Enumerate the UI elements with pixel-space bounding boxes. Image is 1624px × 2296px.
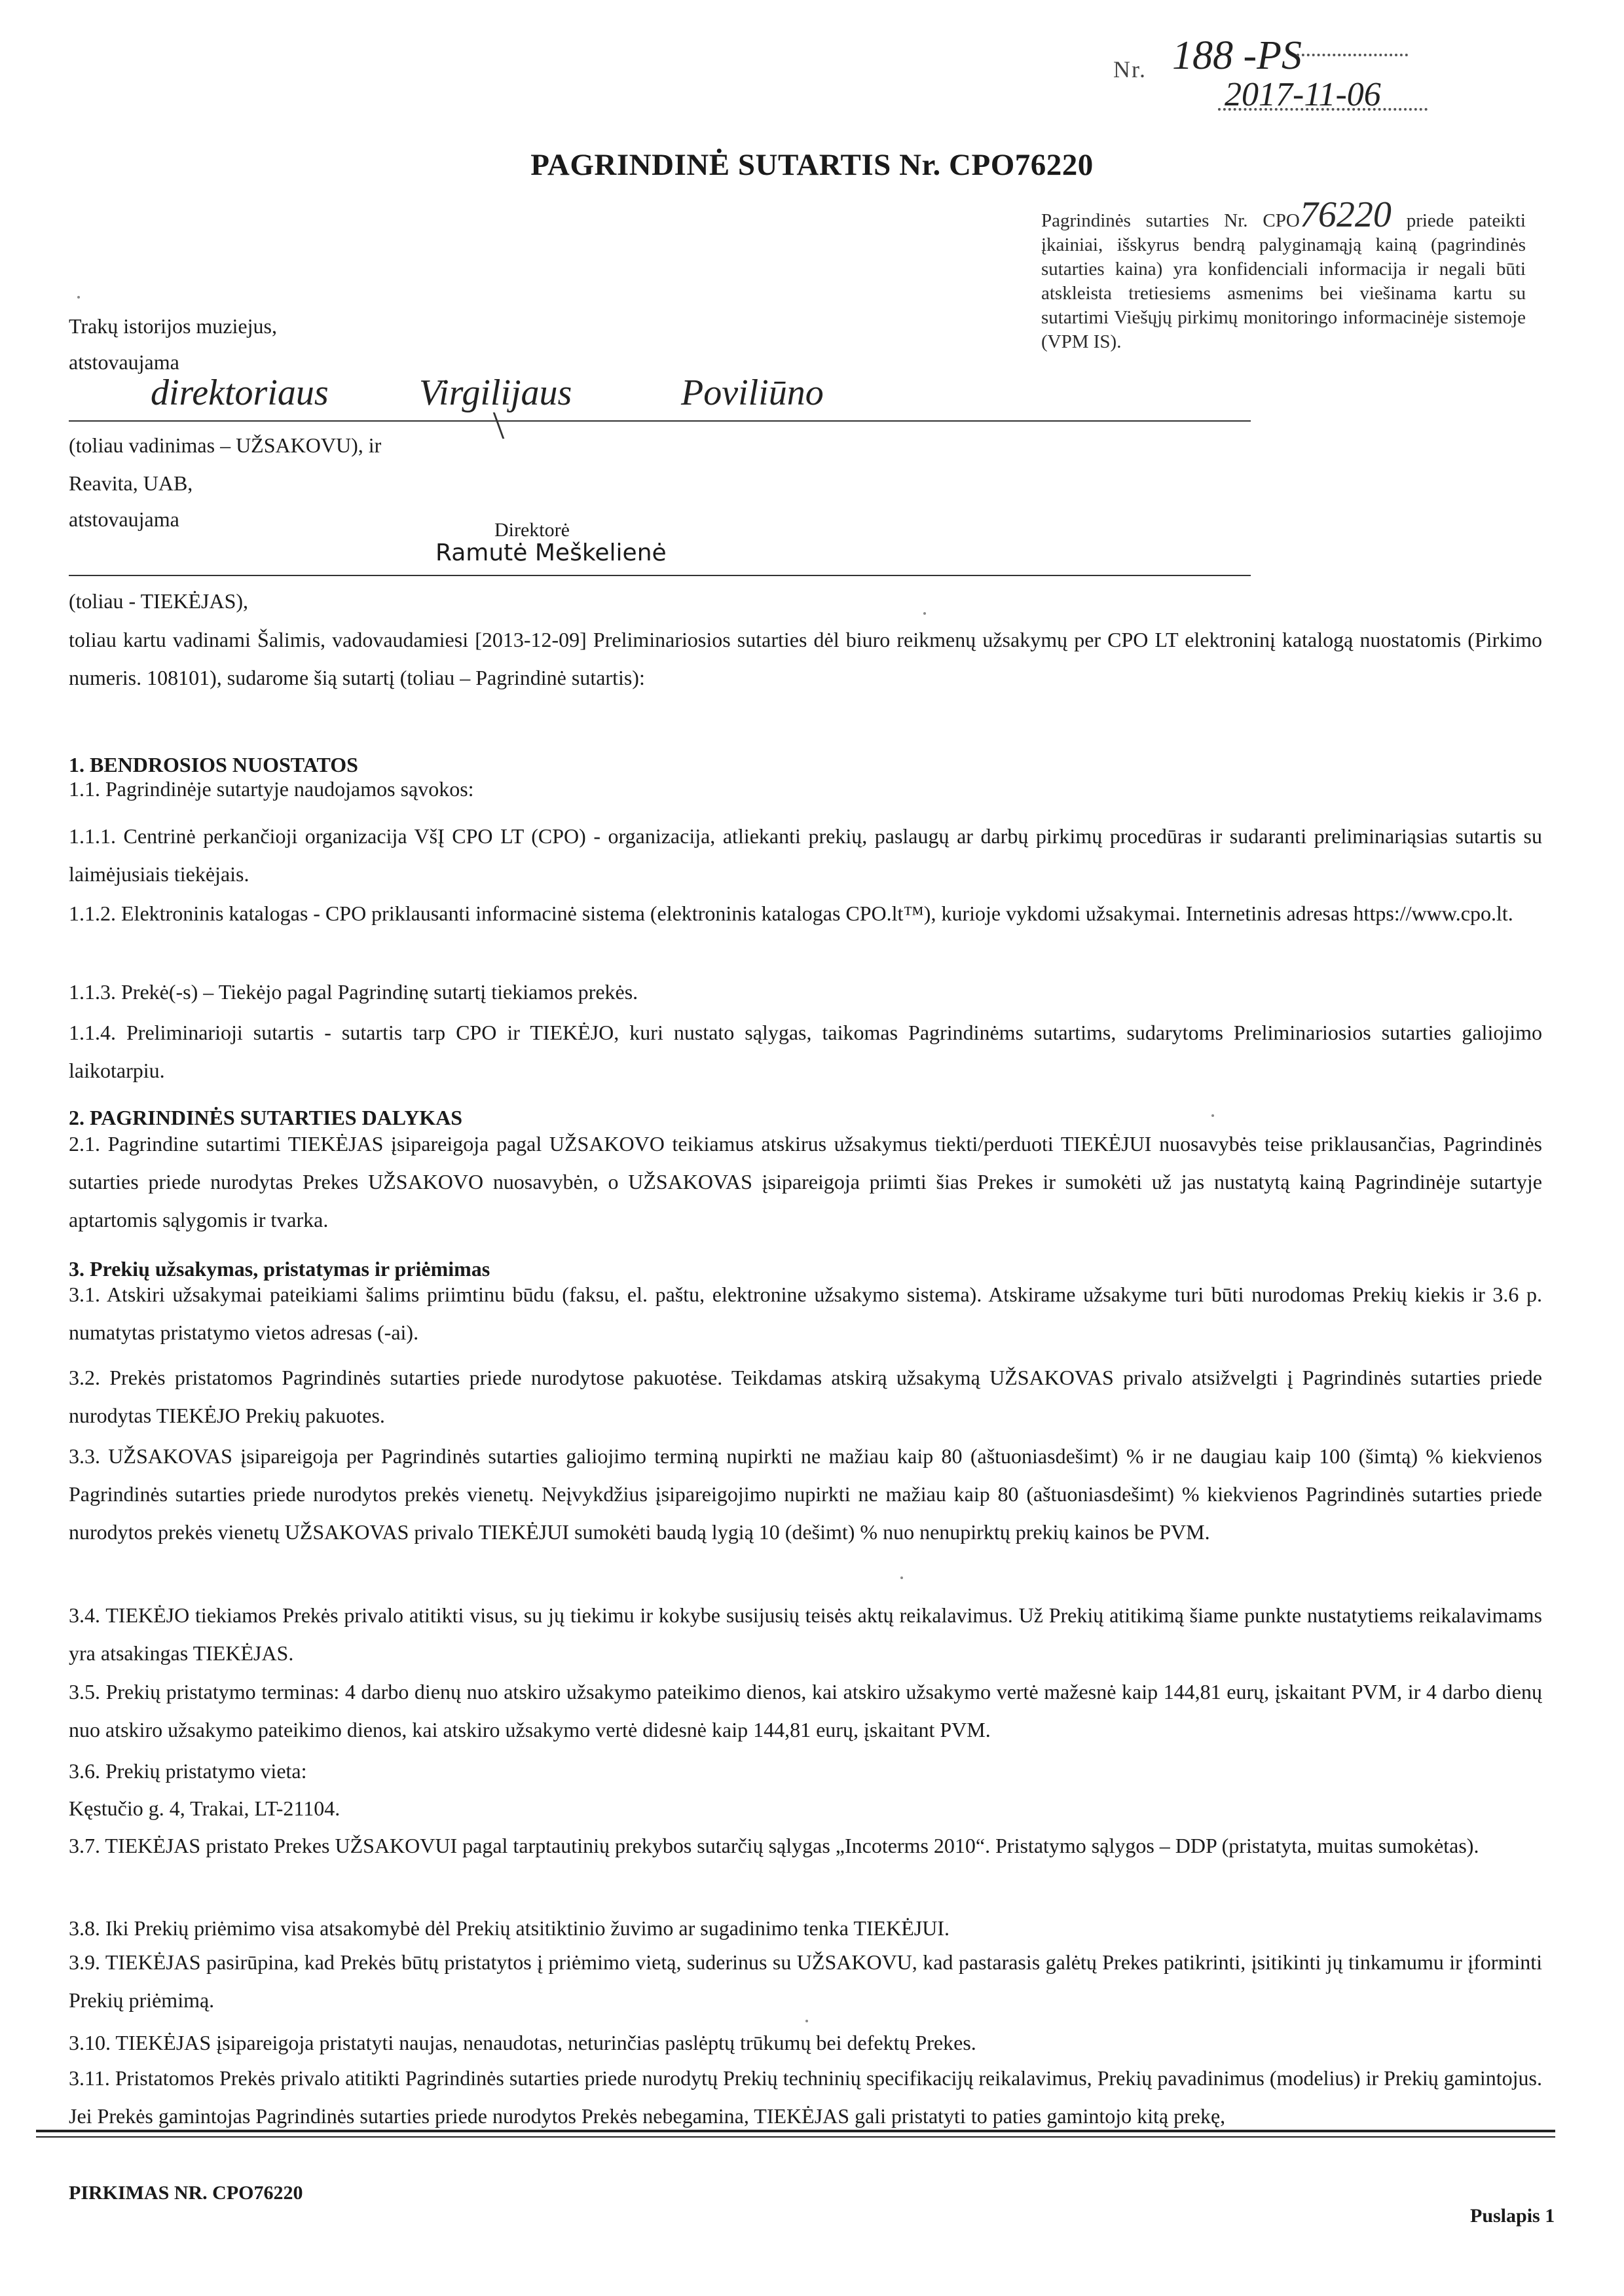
confidentiality-note — [1041, 194, 1526, 354]
clause-3-8: 3.8. Iki Prekių priėmimo visa atsakomybė dėl Prekių atsitiktinio žuvimo ar sugadinimo tenka TIEKĖJUI. — [69, 1916, 950, 1940]
section3-heading: 3. Prekių užsakymas, pristatymas ir priėmimas — [69, 1257, 490, 1281]
scan-speck — [1211, 1114, 1214, 1117]
customer-rep-handwritten-2: Virgilijaus — [419, 373, 572, 413]
section2-heading: 2. PAGRINDINĖS SUTARTIES DALYKAS — [69, 1106, 463, 1129]
section1-heading: 1. BENDROSIOS NUOSTATOS — [69, 753, 358, 776]
clause-3-9: 3.9. TIEKĖJAS pasirūpina, kad Prekės būtų pristatytos į priėmimo vietą, suderinus su UŽSAKOVU, kad pastarasis galėtų Prekes patikrinti, įsitikinti jų tinkamumu ir įforminti Prekių priėmimą. — [69, 1950, 1542, 2012]
supplier-called: (toliau - TIEKĖJAS), — [69, 589, 249, 613]
customer-name: Trakų istorijos muziejus, — [69, 314, 277, 338]
conf-after: priede pateikti įkainiai, išskyrus bendrą palyginamąją kainą (pagrindinės sutarties kaina) yra konfidenciali informacija ir negali būti atskleista tretiesiems asmenims bei viešinama kartu su sutartimi Viešųjų pirkimų monitoringo informacinėje sistemoje (VPM IS). — [1041, 210, 1526, 352]
customer-rep-line — [69, 420, 1251, 422]
supplier-rep-name: Ramutė Meškelienė — [435, 539, 667, 566]
stamp-dotted-line — [1297, 54, 1408, 56]
clause-3-2: 3.2. Prekės pristatomos Pagrindinės sutarties priede nurodytose pakuotėse. Teikdamas atskirą užsakymą UŽSAKOVAS privalo atsižvelgti į Pagrindinės sutarties priede nurodytas TIEKĖJO Prekių pakuotes. — [69, 1366, 1542, 1427]
clause-3-7: 3.7. TIEKĖJAS pristato Prekes UŽSAKOVUI pagal tarptautinių prekybos sutarčių sąlygas „Incoterms 2010“. Pristatymo sąlygos – DDP (pristatyta, muitas sumokėtas). — [69, 1834, 1479, 1857]
clause-1-1-1: 1.1.1. Centrinė perkančioji organizacija VšĮ CPO LT (CPO) - organizacija, atliekanti prekių, paslaugų ar darbų pirkimų procedūras ir sudaranti preliminariąsias sutartis su laimėjusiais tiekėjais. — [69, 824, 1542, 886]
customer-rep-handwritten-3: Poviliūno — [681, 373, 824, 413]
footer-purchase-number: PIRKIMAS NR. CPO76220 — [69, 2182, 303, 2204]
clause-3-6: 3.6. Prekių pristatymo vieta: — [69, 1759, 307, 1783]
customer-represented-label: atstovaujama — [69, 350, 179, 374]
intro-paragraph: toliau kartu vadinami Šalimis, vadovaudamiesi [2013-12-09] Preliminariosios sutarties dėl biuro reikmenų užsakymų per CPO LT elektroninį katalogą nuostatomis (Pirkimo numeris. 108101), sudarome šią sutartį (toliau – Pagrindinė sutartis): — [69, 628, 1542, 689]
scan-speck — [923, 612, 926, 615]
supplier-rep-role: Direktorė — [494, 519, 570, 541]
customer-called: (toliau vadinimas – UŽSAKOVU), ir — [69, 433, 382, 457]
stamp-handwritten-number: 188 -PS — [1172, 33, 1302, 78]
customer-rep-handwritten-1: direktoriaus — [151, 373, 329, 413]
stamp-number-label: Nr. — [1113, 56, 1147, 82]
clause-1-1-4: 1.1.4. Preliminarioji sutartis - sutartis tarp CPO ir TIEKĖJO, kuri nustato sąlygas, taikomas Pagrindinėms sutartims, sudarytoms Preliminariosios sutarties galiojimo laikotarpiu. — [69, 1021, 1542, 1082]
footer-rule-thin — [36, 2136, 1555, 2138]
clause-2-1: 2.1. Pagrindine sutartimi TIEKĖJAS įsipareigoja pagal UŽSAKOVO teikiamus atskirus užsakymus tiekti/perduoti TIEKĖJUI nuosavybės teise priklausančias, Pagrindinės sutarties priede nurodytas Prekes UŽSAKOVO nuosavybėn, o UŽSAKOVAS įsipareigoja priimti šias Prekes ir sumokėti už jas nustatytą kainą Pagrindinėje sutartyje aptartomis sąlygomis ir tvarka. — [69, 1132, 1542, 1231]
signature-stroke — [493, 412, 518, 439]
conf-handwritten-number: 76220 — [1299, 194, 1392, 235]
stamp-dotted-line-2 — [1218, 108, 1428, 111]
clause-3-11: 3.11. Pristatomos Prekės privalo atitikti Pagrindinės sutarties priede nurodytų Prekių techninių specifikacijų reikalavimus, Prekių pavadinimus (modelius) ir Prekių gamintojus. Jei Prekės gamintojas Pagrindinės sutarties priede nurodytos Prekės nebegamina, TIEKĖJAS gali pristatyti to paties gamintojo kitą prekę, — [69, 2066, 1542, 2128]
scan-speck — [805, 2020, 808, 2022]
clause-3-10: 3.10. TIEKĖJAS įsipareigoja pristatyti naujas, nenaudotas, neturinčias paslėptų trūkumų bei defektų Prekes. — [69, 2031, 976, 2054]
clause-1-1: 1.1. Pagrindinėje sutartyje naudojamos sąvokos: — [69, 777, 474, 801]
clause-3-4: 3.4. TIEKĖJO tiekiamos Prekės privalo atitikti visus, su jų tiekimu ir kokybe susijusių teisės aktų reikalavimus. Už Prekių atitikimą šiame punkte nustatytiems reikalavimams yra atsakingas TIEKĖJAS. — [69, 1603, 1542, 1665]
footer-page-number: Puslapis 1 — [1470, 2205, 1555, 2227]
clause-1-1-2: 1.1.2. Elektroninis katalogas - CPO priklausanti informacinė sistema (elektroninis katalogas CPO.lt™), kurioje vykdomi užsakymai. Internetinis adresas https://www.cpo.lt. — [69, 902, 1513, 925]
clause-1-1-3: 1.1.3. Prekė(-s) – Tiekėjo pagal Pagrindinę sutartį tiekiamos prekės. — [69, 980, 638, 1004]
supplier-represented-label: atstovaujama — [69, 507, 179, 531]
footer-rule — [36, 2130, 1555, 2132]
clause-3-1: 3.1. Atskiri užsakymai pateikiami šalims priimtinu būdu (faksu, el. paštu, elektronine užsakymo sistema). Atskirame užsakyme turi būti nurodomas Prekių kiekis ir 3.6 p. numatytas pristatymo vietos adresas (-ai). — [69, 1283, 1542, 1344]
document-title: PAGRINDINĖ SUTARTIS Nr. CPO76220 — [530, 148, 1094, 182]
clause-3-5: 3.5. Prekių pristatymo terminas: 4 darbo dienų nuo atskiro užsakymo pateikimo dienos, kai atskiro užsakymo vertė mažesnė kaip 144,81 eurų, įskaitant PVM, ir 4 darbo dienų nuo atskiro užsakymo pateikimo dienos, kai atskiro užsakymo vertė didesnė kaip 144,81 eurų, įskaitant PVM. — [69, 1680, 1542, 1741]
conf-before: Pagrindinės sutarties Nr. CPO — [1041, 210, 1300, 231]
scan-speck — [77, 296, 80, 299]
clause-3-6-address: Kęstučio g. 4, Trakai, LT-21104. — [69, 1796, 341, 1820]
supplier-rep-line — [69, 575, 1251, 576]
supplier-name: Reavita, UAB, — [69, 471, 193, 495]
scan-speck — [900, 1576, 903, 1579]
clause-3-3: 3.3. UŽSAKOVAS įsipareigoja per Pagrindinės sutarties galiojimo terminą nupirkti ne mažiau kaip 80 (aštuoniasdešimt) % ir ne daugiau kaip 100 (šimtą) % kiekvienos Pagrindinės sutarties priede nurodytos prekės vienetų. Neįvykdžius įsipareigojimo nupirkti ne mažiau kaip 80 (aštuoniasdešimt) % kiekvienos Pagrindinės sutarties priede nurodytos prekės vienetų UŽSAKOVAS privalo TIEKĖJUI sumokėti baudą lygią 10 (dešimt) % nuo nenupirktų prekių kainos be PVM. — [69, 1444, 1542, 1544]
stamp-handwritten-date: 2017-11-06 — [1225, 76, 1381, 113]
